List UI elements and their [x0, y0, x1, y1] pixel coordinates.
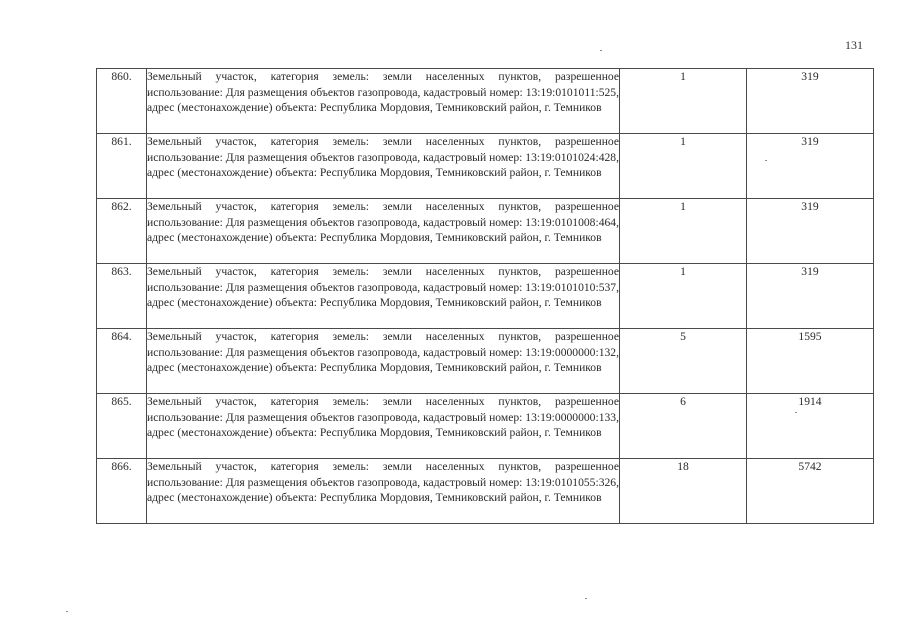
- table-row: [97, 394, 874, 459]
- table-row: [97, 264, 874, 329]
- row-area: 319: [747, 199, 874, 264]
- row-quantity: 1: [620, 69, 747, 134]
- table-row: [97, 199, 874, 264]
- row-area: 1914: [747, 394, 874, 459]
- row-quantity: 1: [620, 264, 747, 329]
- table-row: [97, 459, 874, 524]
- row-quantity: 18: [620, 459, 747, 524]
- row-quantity: 1: [620, 134, 747, 199]
- scan-speck: [795, 412, 797, 413]
- row-area: 319: [747, 69, 874, 134]
- row-number: 865.: [97, 394, 147, 459]
- scan-speck: [585, 598, 587, 599]
- row-quantity: 1: [620, 199, 747, 264]
- row-area: 5742: [747, 459, 874, 524]
- property-registry-table: [96, 68, 874, 524]
- row-area: 319: [747, 134, 874, 199]
- scan-speck: [765, 160, 767, 161]
- row-number: 860.: [97, 69, 147, 134]
- scan-speck: [66, 611, 68, 612]
- row-description: Земельный участок, категория земель: земли населенных пунктов, разрешенное использование: Для размещения объектов газопровода, кадастровый номер: 13:19:0101011:525, адрес (местонахождение) объекта: Республика Мордовия, Темниковский район, г. Темников: [147, 69, 620, 134]
- scan-speck: [600, 50, 602, 51]
- row-number: 866.: [97, 459, 147, 524]
- row-description: Земельный участок, категория земель: земли населенных пунктов, разрешенное использование: Для размещения объектов газопровода, кадастровый номер: 13:19:0101008:464, адрес (местонахождение) объекта: Республика Мордовия, Темниковский район, г. Темников: [147, 199, 620, 264]
- row-area: 319: [747, 264, 874, 329]
- row-area: 1595: [747, 329, 874, 394]
- row-description: Земельный участок, категория земель: земли населенных пунктов, разрешенное использование: Для размещения объектов газопровода, кадастровый номер: 13:19:0101055:326, адрес (местонахождение) объекта: Республика Мордовия, Темниковский район, г. Темников: [147, 459, 620, 524]
- table-row: [97, 134, 874, 199]
- row-number: 862.: [97, 199, 147, 264]
- row-quantity: 6: [620, 394, 747, 459]
- row-description: Земельный участок, категория земель: земли населенных пунктов, разрешенное использование: Для размещения объектов газопровода, кадастровый номер: 13:19:0101010:537, адрес (местонахождение) объекта: Республика Мордовия, Темниковский район, г. Темников: [147, 264, 620, 329]
- row-description: Земельный участок, категория земель: земли населенных пунктов, разрешенное использование: Для размещения объектов газопровода, кадастровый номер: 13:19:0101024:428, адрес (местонахождение) объекта: Республика Мордовия, Темниковский район, г. Темников: [147, 134, 620, 199]
- row-description: Земельный участок, категория земель: земли населенных пунктов, разрешенное использование: Для размещения объектов газопровода, кадастровый номер: 13:19:0000000:132, адрес (местонахождение) объекта: Республика Мордовия, Темниковский район, г. Темников: [147, 329, 620, 394]
- table-row: [97, 329, 874, 394]
- table-row: [97, 69, 874, 134]
- row-description: Земельный участок, категория земель: земли населенных пунктов, разрешенное использование: Для размещения объектов газопровода, кадастровый номер: 13:19:0000000:133, адрес (местонахождение) объекта: Республика Мордовия, Темниковский район, г. Темников: [147, 394, 620, 459]
- row-number: 864.: [97, 329, 147, 394]
- row-quantity: 5: [620, 329, 747, 394]
- row-number: 861.: [97, 134, 147, 199]
- page-number: 131: [845, 38, 863, 52]
- row-number: 863.: [97, 264, 147, 329]
